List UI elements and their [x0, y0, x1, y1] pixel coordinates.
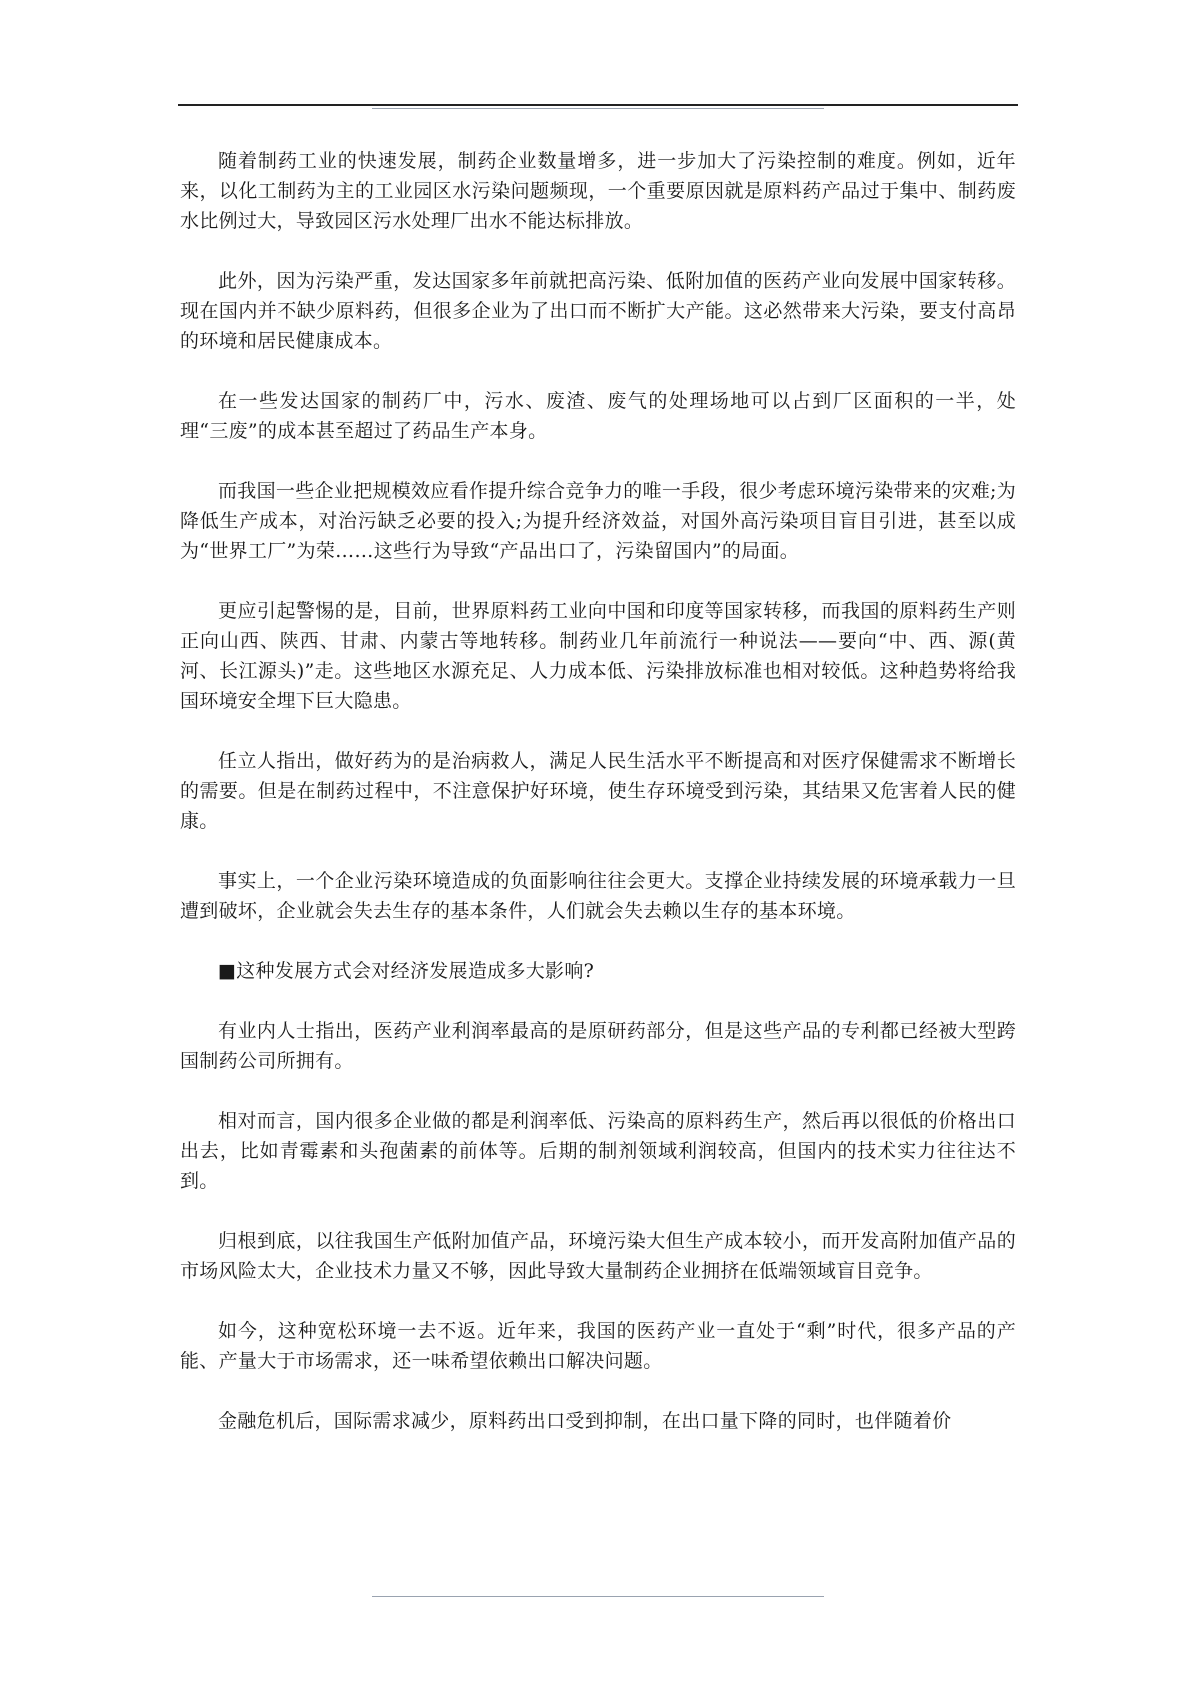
- paragraph: 相对而言，国内很多企业做的都是利润率低、污染高的原料药生产，然后再以很低的价格出口出去，比如青霉素和头孢菌素的前体等。后期的制剂领域利润较高，但国内的技术实力往往达不到。: [180, 1110, 1016, 1192]
- paragraph: 归根到底，以往我国生产低附加值产品，环境污染大但生产成本较小，而开发高附加值产品的市场风险太大，企业技术力量又不够，因此导致大量制药企业拥挤在低端领域盲目竞争。: [180, 1230, 1016, 1282]
- header-rule: [178, 104, 1018, 106]
- footer-rule: [372, 1596, 824, 1597]
- paragraph: 任立人指出，做好药为的是治病救人，满足人民生活水平不断提高和对医疗保健需求不断增长的需要。但是在制药过程中，不注意保护好环境，使生存环境受到污染，其结果又危害着人民的健康。: [180, 750, 1016, 832]
- document-body: [180, 146, 1016, 1466]
- paragraph: 有业内人士指出，医药产业利润率最高的是原研药部分，但是这些产品的专利都已经被大型跨国制药公司所拥有。: [180, 1020, 1016, 1072]
- section-heading: ■这种发展方式会对经济发展造成多大影响?: [218, 960, 595, 982]
- paragraph: 如今，这种宽松环境一去不返。近年来，我国的医药产业一直处于“剩”时代，很多产品的产能、产量大于市场需求，还一味希望依赖出口解决问题。: [180, 1320, 1016, 1372]
- paragraph: 在一些发达国家的制药厂中，污水、废渣、废气的处理场地可以占到厂区面积的一半，处理“三废”的成本甚至超过了药品生产本身。: [180, 390, 1016, 442]
- paragraph: 随着制药工业的快速发展，制药企业数量增多，进一步加大了污染控制的难度。例如，近年来，以化工制药为主的工业园区水污染问题频现，一个重要原因就是原料药产品过于集中、制药废水比例过大，导致园区污水处理厂出水不能达标排放。: [180, 150, 1016, 232]
- paragraph: 更应引起警惕的是，目前，世界原料药工业向中国和印度等国家转移，而我国的原料药生产则正向山西、陕西、甘肃、内蒙古等地转移。制药业几年前流行一种说法——要向“中、西、源(黄河、长江源头)”走。这些地区水源充足、人力成本低、污染排放标准也相对较低。这种趋势将给我国环境安全埋下巨大隐患。: [180, 600, 1016, 712]
- header-subrule: [372, 108, 824, 109]
- paragraph: 此外，因为污染严重，发达国家多年前就把高污染、低附加值的医药产业向发展中国家转移。现在国内并不缺少原料药，但很多企业为了出口而不断扩大产能。这必然带来大污染，要支付高昂的环境和居民健康成本。: [180, 270, 1016, 352]
- paragraph: 金融危机后，国际需求减少，原料药出口受到抑制，在出口量下降的同时，也伴随着价: [218, 1410, 952, 1432]
- paragraph: 事实上，一个企业污染环境造成的负面影响往往会更大。支撑企业持续发展的环境承载力一旦遭到破坏，企业就会失去生存的基本条件，人们就会失去赖以生存的基本环境。: [180, 870, 1016, 922]
- paragraph: 而我国一些企业把规模效应看作提升综合竞争力的唯一手段，很少考虑环境污染带来的灾难;为降低生产成本，对治污缺乏必要的投入;为提升经济效益，对国外高污染项目盲目引进，甚至以成为“世界工厂”为荣……这些行为导致“产品出口了，污染留国内”的局面。: [180, 480, 1017, 562]
